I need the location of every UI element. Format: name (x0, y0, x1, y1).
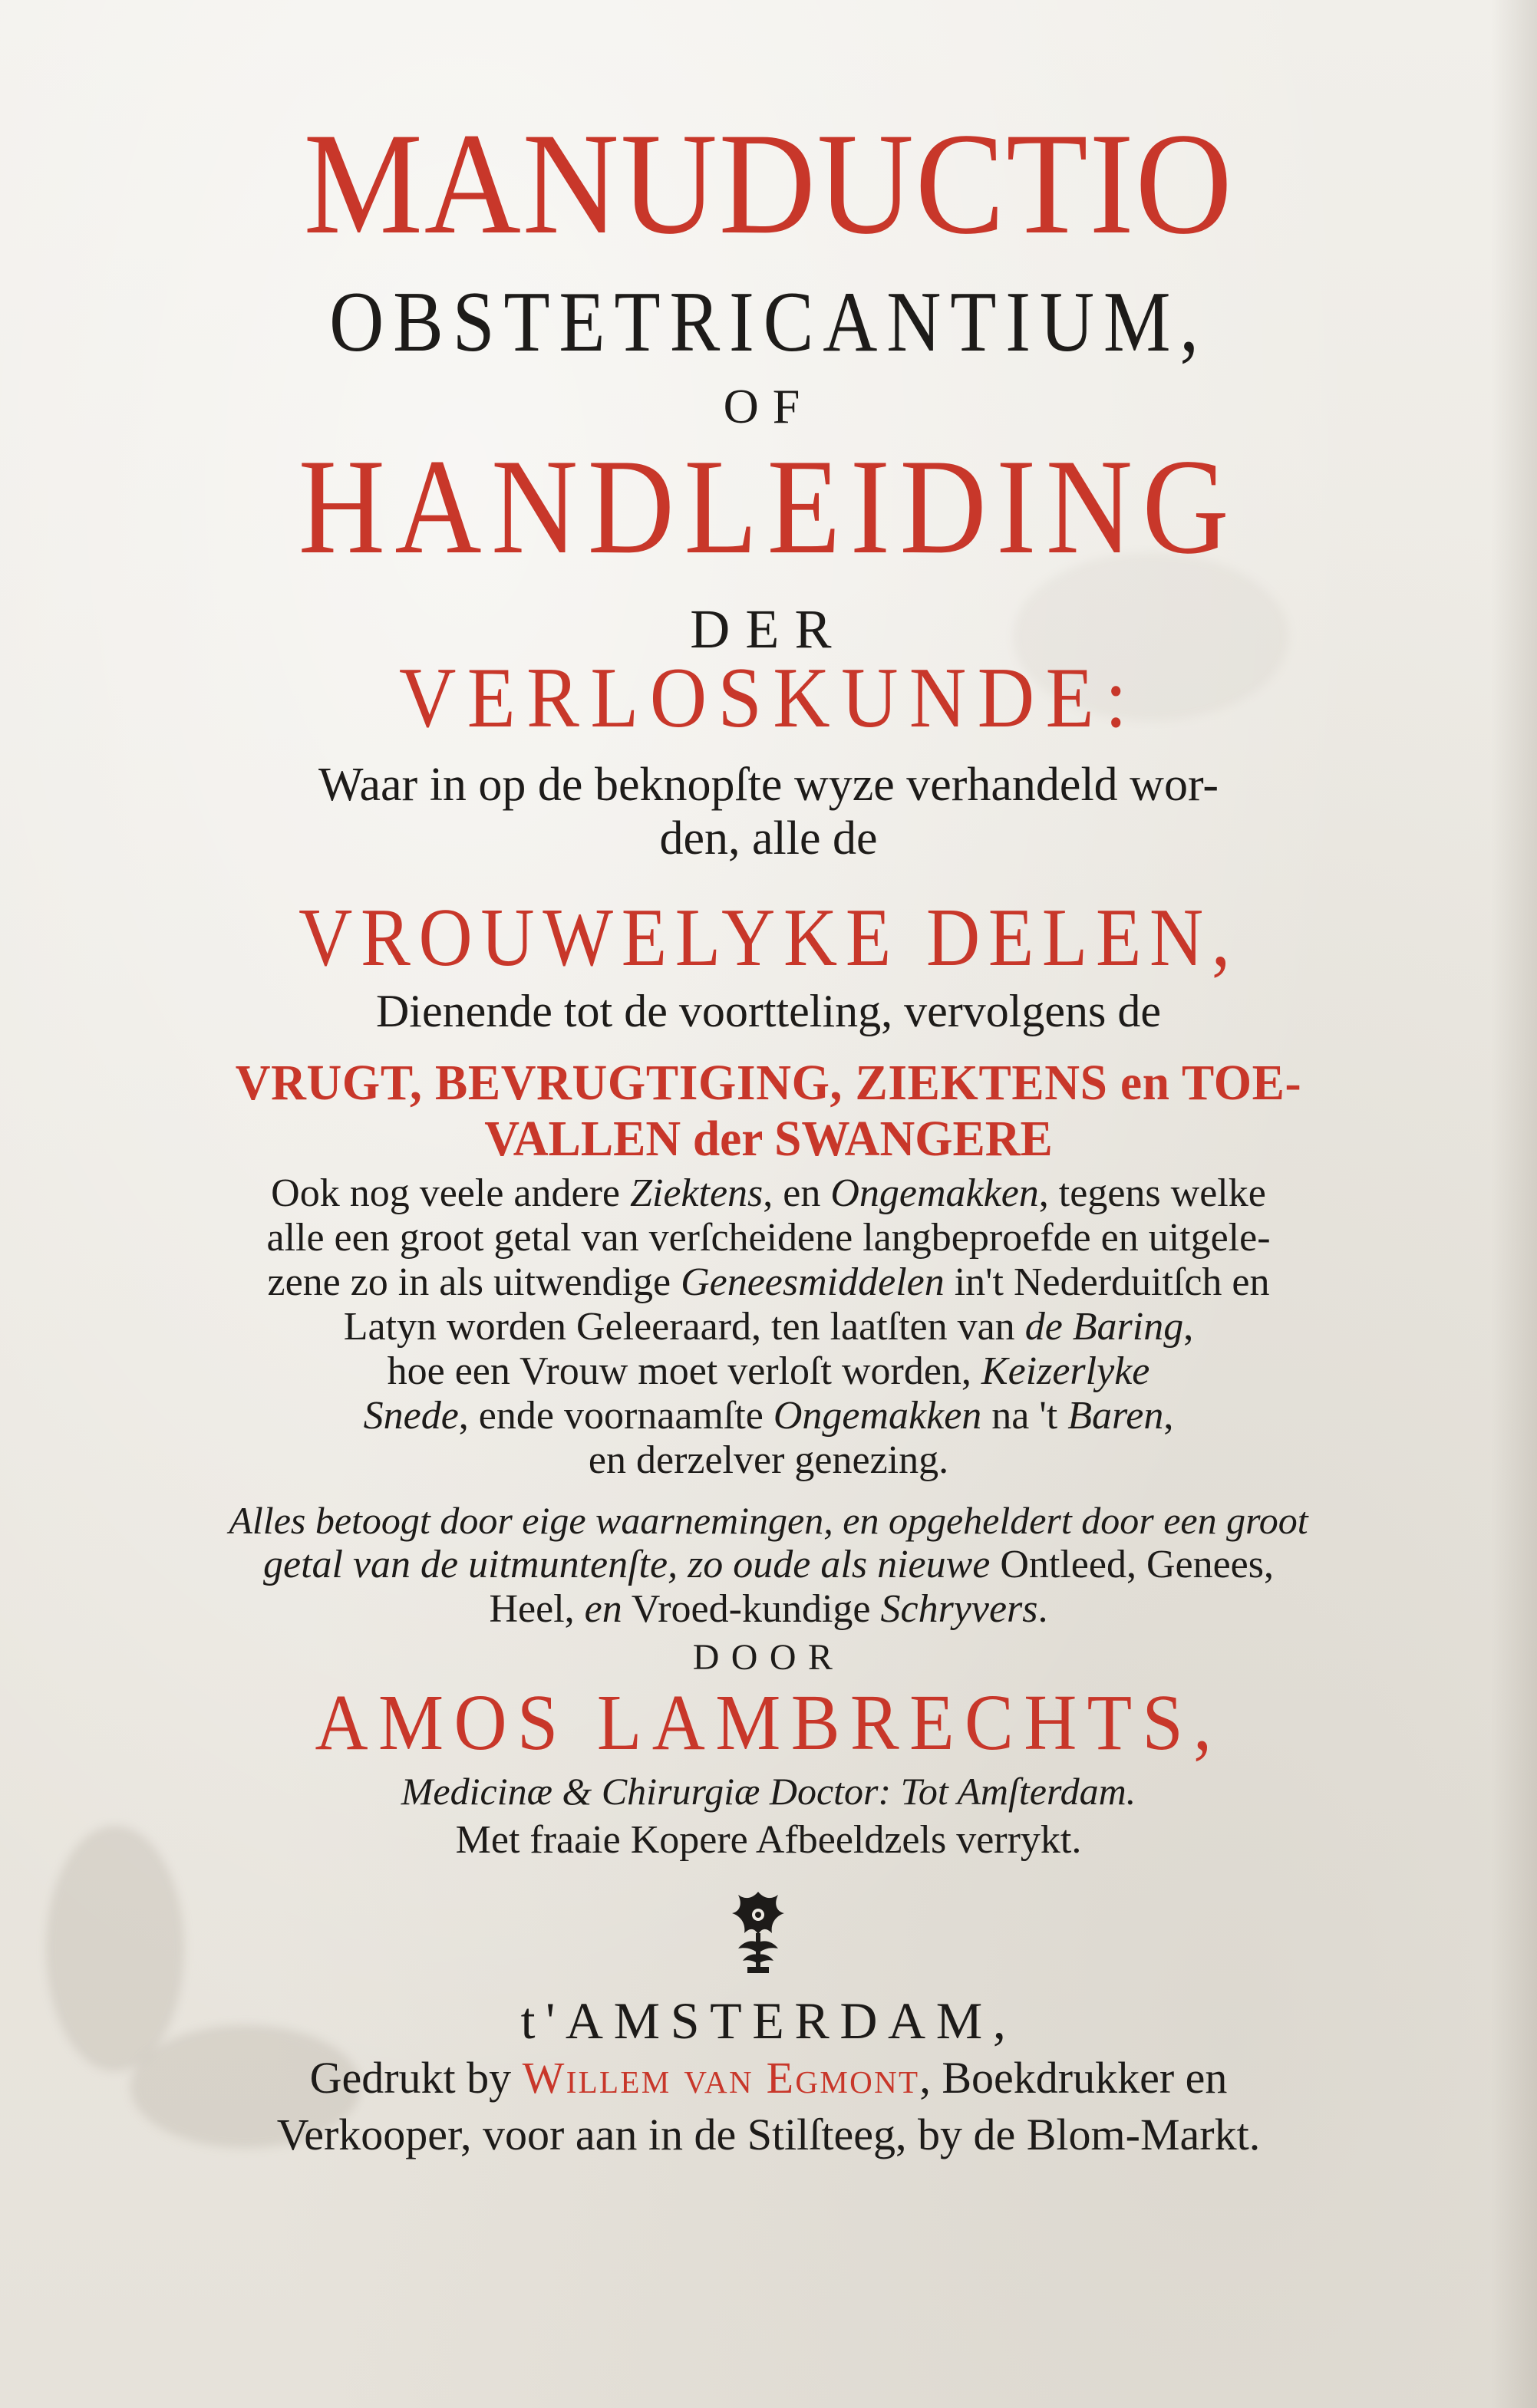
title-der: DER (690, 598, 847, 660)
description-line-3: zene zo in als uitwendige Geneesmiddelen in't Nederduitſch en (267, 1260, 1270, 1304)
description-line-5: hoe een Vrouw moet verloſt worden, Keizerlyke (387, 1349, 1150, 1393)
plates-note: Met fraaie Kopere Afbeeldzels verrykt. (455, 1818, 1082, 1862)
description-line-6: Snede, ende voornaamſte Ongemakken na 't Baren, (363, 1394, 1174, 1438)
title-obstetricantium: OBSTETRICANTIUM, (329, 275, 1208, 370)
subtitle-line-1: Waar in op de beknopſte wyze verhandeld wor- (318, 759, 1219, 811)
title-verloskunde: VERLOSKUNDE: (398, 651, 1139, 746)
alles-line-2: getal van de uitmuntenſte, zo oude als nieuwe Ontleed, Genees, (262, 1543, 1274, 1586)
alles-line-3: Heel, en Vroed-kundige Schryvers. (489, 1587, 1048, 1631)
subtitle-line-3: Dienende tot de voortteling, vervolgens de (375, 986, 1162, 1036)
title-vrouwelyke-delen: VROUWELYKE DELEN, (298, 892, 1239, 983)
description-line-2: alle een groot getal van verſcheidene langbeproefde en uitgele- (266, 1216, 1271, 1260)
door-label: DOOR (692, 1637, 845, 1678)
description-line-1: Ook nog veele andere Ziektens, en Ongemakken, tegens welke (271, 1171, 1266, 1215)
description-line-7: en derzelver genezing. (588, 1438, 949, 1482)
imprint-printer: Gedrukt by Willem van Egmont, Boekdrukker en (309, 2053, 1228, 2103)
title-manuductio: MANUDUCTIO (303, 104, 1234, 265)
title-vallen-der-swangere: VALLEN der SWANGERE (484, 1111, 1053, 1167)
title-of: OF (723, 379, 814, 433)
printers-ornament-icon (721, 1889, 795, 1978)
author-degree: Medicinæ & Chirurgiæ Doctor: Tot Amſterdam. (401, 1770, 1136, 1813)
alles-line-1: Alles betoogt door eige waarnemingen, en opgeheldert door een groot (229, 1499, 1308, 1542)
author-name: AMOS LAMBRECHTS, (315, 1678, 1222, 1767)
title-vrugt: VRUGT, BEVRUGTIGING, ZIEKTENS en TOE- (235, 1055, 1302, 1111)
imprint-address: Verkooper, voor aan in de Stilſteeg, by de Blom-Markt. (276, 2110, 1261, 2159)
imprint-city: t'AMSTERDAM, (520, 1991, 1017, 2050)
subtitle-line-2: den, alle de (659, 812, 878, 865)
description-line-4: Latyn worden Geleeraard, ten laatſten van de Baring, (343, 1305, 1194, 1349)
title-handleiding: HANDLEIDING (298, 430, 1239, 582)
